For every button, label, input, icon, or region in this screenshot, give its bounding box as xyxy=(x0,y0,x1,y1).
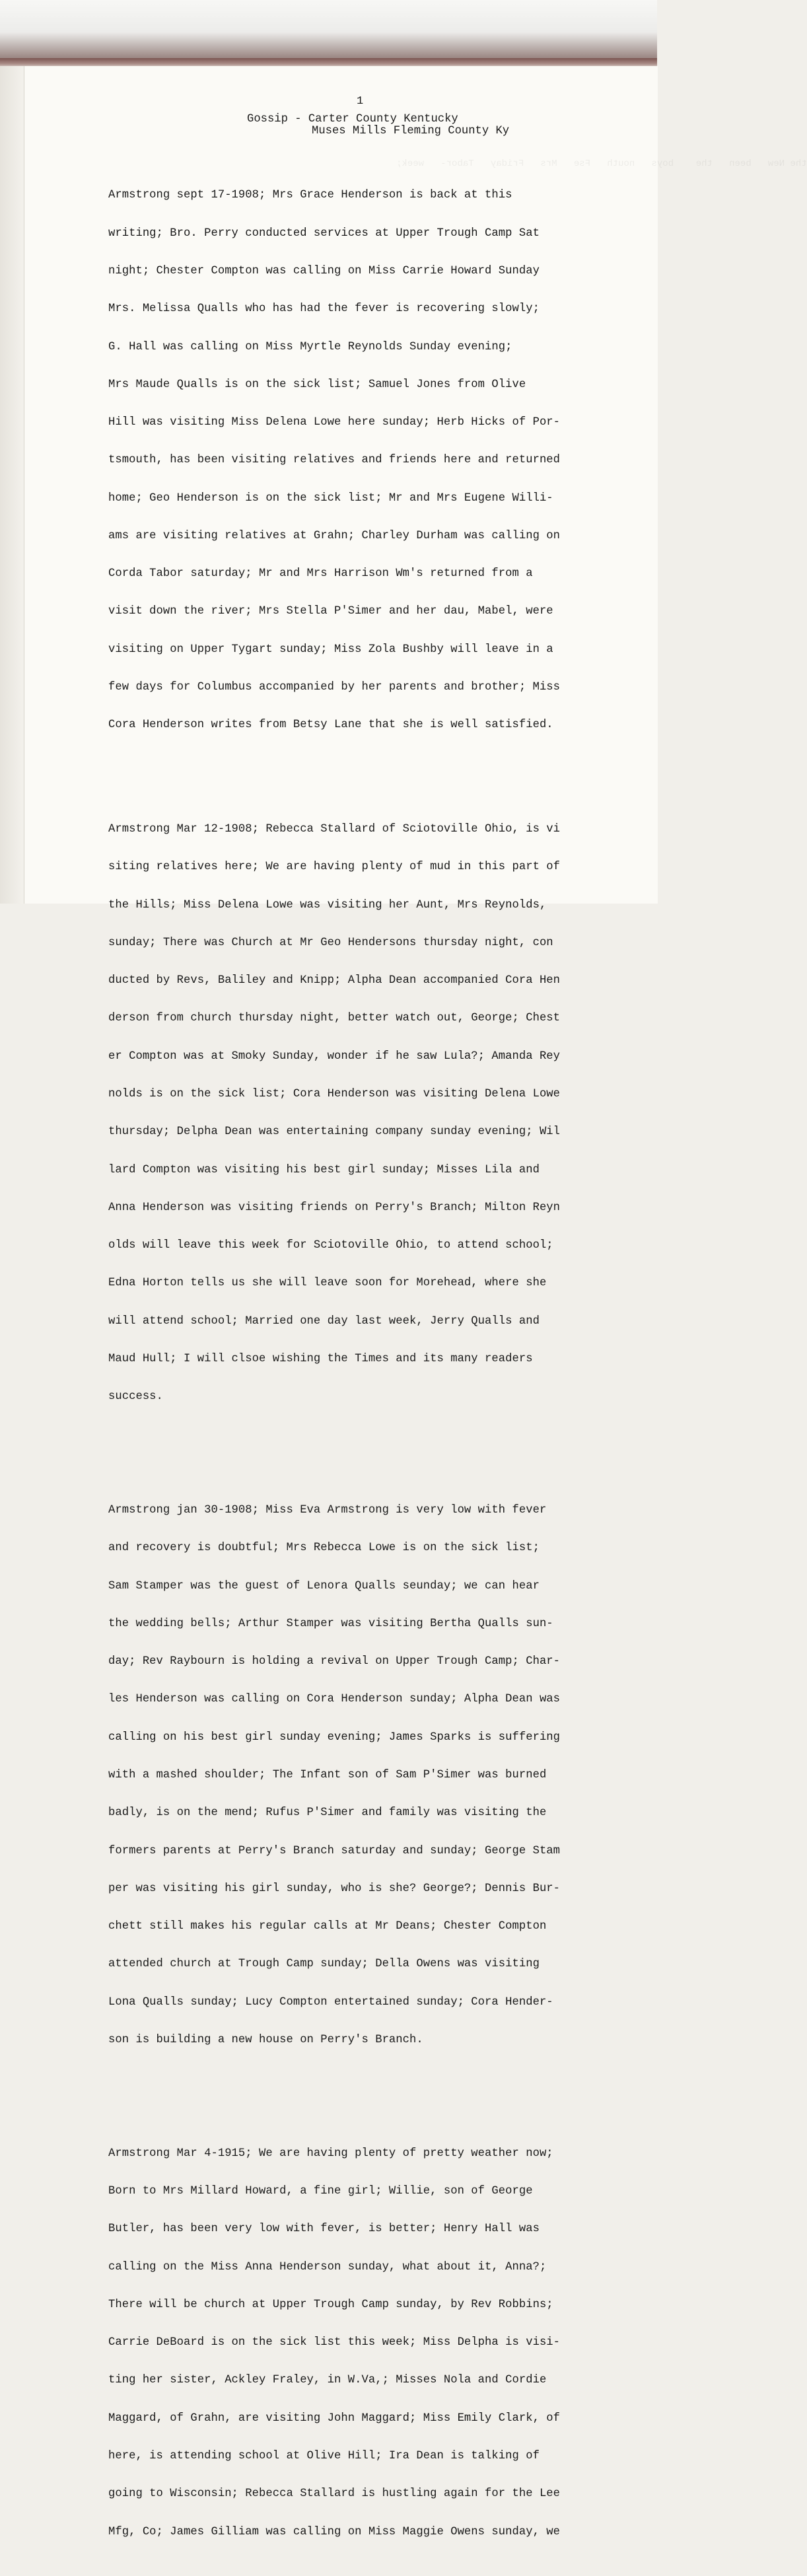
text-line: and recovery is doubtful; Mrs Rebecca Lowe is on the sick list; xyxy=(108,1542,540,1555)
text-line: Corda Tabor saturday; Mr and Mrs Harrison Wm's returned from a xyxy=(108,567,533,581)
text-line: success. xyxy=(108,1390,163,1404)
text-line: will attend school; Married one day last week, Jerry Qualls and xyxy=(108,1314,540,1328)
news-item-mar-1908 xyxy=(108,798,617,1429)
text-line: Armstrong Mar 4-1915; We are having plenty of pretty weather now; xyxy=(108,2147,553,2160)
text-line: derson from church thursday night, better watch out, George; Chest xyxy=(108,1012,561,1025)
gossip-column xyxy=(108,139,617,2576)
text-line: Cora Henderson writes from Betsy Lane that she is well satisfied. xyxy=(108,719,553,732)
text-line: here, is attending school at Olive Hill; Ira Dean is talking of xyxy=(108,2449,540,2462)
text-line: thursday; Delpha Dean was entertaining company sunday evening; Wil xyxy=(108,1126,561,1139)
text-line: going to Wisconsin; Rebecca Stallard is hustling again for the Lee xyxy=(108,2487,561,2501)
text-line: visit down the river; Mrs Stella P'Simer and her dau, Mabel, were xyxy=(108,605,553,618)
text-line: formers parents at Perry's Branch saturday and sunday; George Stam xyxy=(108,1844,561,1857)
text-line: siting relatives here; We are having plenty of mud in this part of xyxy=(108,861,561,874)
text-line: the wedding bells; Arthur Stamper was visiting Bertha Qualls sun- xyxy=(108,1617,553,1630)
text-line: attended church at Trough Camp sunday; Della Owens was visiting xyxy=(108,1958,540,1971)
text-line: Butler, has been very low with fever, is better; Henry Hall was xyxy=(108,2223,540,2236)
text-line: Maggard, of Grahn, are visiting John Maggard; Miss Emily Clark, of xyxy=(108,2412,561,2425)
text-line: writing; Bro. Perry conducted services at Upper Trough Camp Sat xyxy=(108,227,540,240)
news-item-sept-1908 xyxy=(108,164,617,756)
text-line: few days for Columbus accompanied by her parents and brother; Miss xyxy=(108,681,561,694)
text-line: er Compton was at Smoky Sunday, wonder if he saw Lula?; Amanda Rey xyxy=(108,1050,561,1063)
scanner-background xyxy=(0,0,657,58)
page-header xyxy=(247,114,509,137)
text-line: Armstrong sept 17-1908; Mrs Grace Henderson is back at this xyxy=(108,189,512,202)
text-line: badly, is on the mend; Rufus P'Simer and family was visiting the xyxy=(108,1807,547,1820)
text-line: ting her sister, Ackley Fraley, in W.Va,; Misses Nola and Cordie xyxy=(108,2374,547,2387)
text-line: Anna Henderson was visiting friends on Perry's Branch; Milton Reyn xyxy=(108,1201,561,1214)
news-item-mar-1915 xyxy=(108,2122,617,2563)
text-line: sunday; There was Church at Mr Geo Hendersons thursday night, con xyxy=(108,936,553,949)
text-line: Maud Hull; I will clsoe wishing the Times and its many readers xyxy=(108,1353,533,1365)
text-line: Mrs Maude Qualls is on the sick list; Samuel Jones from Olive xyxy=(108,378,526,391)
text-line: home; Geo Henderson is on the sick list; Mr and Mrs Eugene Willi- xyxy=(108,491,553,505)
text-line: chett still makes his regular calls at Mr Deans; Chester Compton xyxy=(108,1920,547,1933)
text-line: Mrs. Melissa Qualls who has had the fever is recovering slowly; xyxy=(108,303,540,316)
text-line: Sam Stamper was the guest of Lenora Qualls seunday; we can hear xyxy=(108,1579,540,1592)
text-line: tsmouth, has been visiting relatives and friends here and returned xyxy=(108,454,561,467)
page-gutter xyxy=(0,66,24,904)
text-line: the Hills; Miss Delena Lowe was visiting her Aunt, Mrs Reynolds, xyxy=(108,898,547,912)
text-line: day; Rev Raybourn is holding a revival on Upper Trough Camp; Char- xyxy=(108,1655,561,1668)
text-line: with a mashed shoulder; The Infant son of Sam P'Simer was burned xyxy=(108,1769,547,1781)
text-line: Armstrong Mar 12-1908; Rebecca Stallard of Sciotoville Ohio, is vi xyxy=(108,823,561,836)
text-line: les Henderson was calling on Cora Henderson sunday; Alpha Dean was xyxy=(108,1693,561,1706)
text-line: Born to Mrs Millard Howard, a fine girl; Willie, son of George xyxy=(108,2185,533,2198)
text-line: Carrie DeBoard is on the sick list this week; Miss Delpha is visi- xyxy=(108,2336,561,2349)
text-line: There will be church at Upper Trough Camp sunday, by Rev Robbins; xyxy=(108,2298,553,2311)
header-title: Gossip - Carter County Kentucky xyxy=(247,113,458,125)
text-line: lard Compton was visiting his best girl sunday; Misses Lila and xyxy=(108,1163,540,1176)
news-item-jan-1908 xyxy=(108,1479,617,2071)
text-line: Hill was visiting Miss Delena Lowe here sunday; Herb Hicks of Por- xyxy=(108,416,561,429)
show-through-text: the New been the boys xyxy=(651,159,807,169)
text-line: son is building a new house on Perry's Branch. xyxy=(108,2033,423,2046)
text-line: calling on his best girl sunday evening; James Sparks is suffering xyxy=(108,1731,561,1744)
text-line: night; Chester Compton was calling on Miss Carrie Howard Sunday xyxy=(108,264,540,277)
text-line: olds will leave this week for Sciotoville Ohio, to attend school; xyxy=(108,1239,553,1252)
text-line: visiting on Upper Tygart sunday; Miss Zola Bushby will leave in a xyxy=(108,643,553,656)
page-number: 1 xyxy=(357,95,364,108)
header-subtitle: Muses Mills Fleming County Ky xyxy=(312,125,510,137)
text-line: per was visiting his girl sunday, who is she? George?; Dennis Bur- xyxy=(108,1882,561,1895)
text-line: Edna Horton tells us she will leave soon for Morehead, where she xyxy=(108,1277,547,1290)
text-line: ams are visiting relatives at Grahn; Charley Durham was calling on xyxy=(108,529,561,542)
text-line: nolds is on the sick list; Cora Henderson was visiting Delena Lowe xyxy=(108,1088,561,1101)
text-line: ducted by Revs, Baliley and Knipp; Alpha Dean accompanied Cora Hen xyxy=(108,974,561,987)
text-line: Mfg, Co; James Gilliam was calling on Miss Maggie Owens sunday, we xyxy=(108,2525,561,2538)
text-line: calling on the Miss Anna Henderson sunday, what about it, Anna?; xyxy=(108,2260,547,2273)
text-line: G. Hall was calling on Miss Myrtle Reynolds Sunday evening; xyxy=(108,340,512,353)
text-line: Lona Qualls sunday; Lucy Compton entertained sunday; Cora Hender- xyxy=(108,1995,553,2009)
text-line: Armstrong jan 30-1908; Miss Eva Armstrong is very low with fever xyxy=(108,1504,547,1517)
